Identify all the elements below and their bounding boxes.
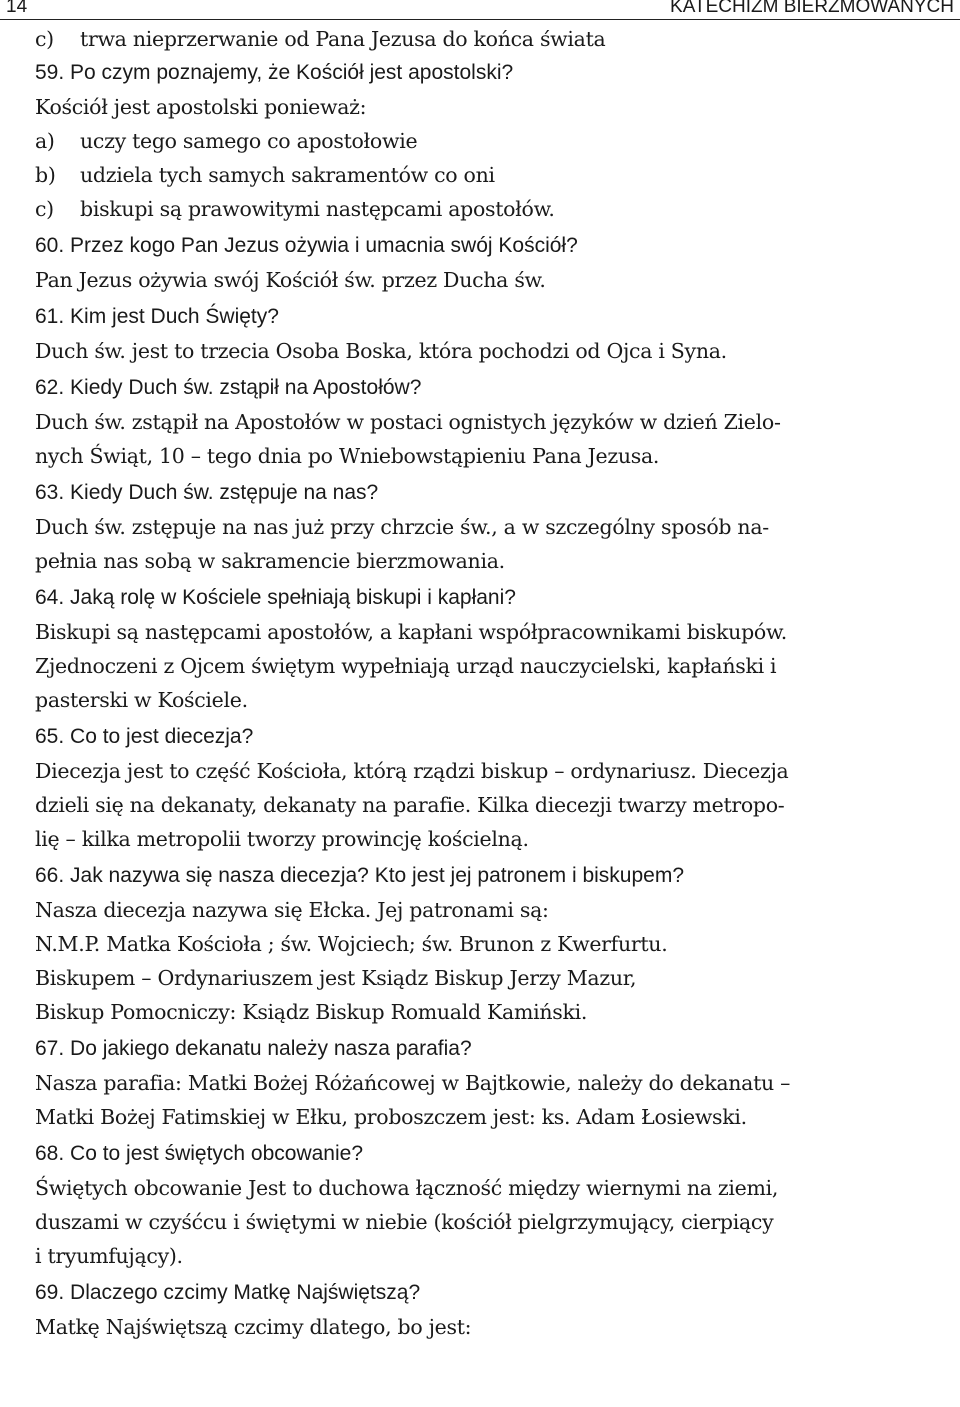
answer-69: Matkę Najświętszą czcimy dlatego, bo jest: (35, 1315, 472, 1339)
list-item (35, 22, 959, 56)
question-67: 67. Do jakiego dekanatu należy nasza parafia? (35, 1037, 472, 1060)
item-label: c) (35, 197, 54, 221)
answer-67-line-1: Nasza parafia: Matki Bożej Różańcowej w Bajtkowie, należy do dekanatu – (35, 1071, 791, 1095)
answer-59-intro: Kościół jest apostolski ponieważ: (35, 95, 367, 119)
answer-62-line-2: nych Świąt, 10 – tego dnia po Wniebowstąpieniu Pana Jezusa. (35, 444, 660, 468)
answer-66-line-2: N.M.P. Matka Kościoła ; św. Wojciech; św. Brunon z Kwerfurtu. (35, 932, 668, 956)
answer-60: Pan Jezus ożywia swój Kościół św. przez Ducha św. (35, 268, 546, 292)
answer-64-line-3: pasterski w Kościele. (35, 688, 248, 712)
answer-67-line-2: Matki Bożej Fatimskiej w Ełku, proboszczem jest: ks. Adam Łosiewski. (35, 1105, 747, 1129)
answer-64-line-2: Zjednoczeni z Ojcem świętym wypełniają urząd nauczycielski, kapłański i (35, 654, 777, 678)
answer-68-line-1: Świętych obcowanie Jest to duchowa łączność między wiernymi na ziemi, (35, 1176, 779, 1200)
question-63: 63. Kiedy Duch św. zstępuje na nas? (35, 481, 379, 504)
answer-65-line-3: lię – kilka metropolii tworzy prowincję kościelną. (35, 827, 529, 851)
question-59: 59. Po czym poznajemy, że Kościół jest apostolski? (35, 61, 514, 84)
item-text: trwa nieprzerwanie od Pana Jezusa do końca świata (80, 27, 606, 51)
item-text: udziela tych samych sakramentów co oni (80, 163, 495, 187)
list-item (35, 158, 959, 192)
question-65: 65. Co to jest diecezja? (35, 725, 254, 748)
item-text: biskupi są prawowitymi następcami apostołów. (80, 197, 555, 221)
answer-65-line-1: Diecezja jest to część Kościoła, którą rządzi biskup – ordynariusz. Diecezja (35, 759, 789, 783)
header-rule (0, 19, 960, 20)
answer-68-line-3: i tryumfujący). (35, 1244, 183, 1268)
answer-66-line-4: Biskup Pomocniczy: Ksiądz Biskup Romuald Kamiński. (35, 1000, 588, 1024)
question-68: 68. Co to jest świętych obcowanie? (35, 1142, 364, 1165)
running-title: KATECHIZM BIERZMOWANYCH (670, 0, 954, 17)
item-label: b) (35, 163, 56, 187)
answer-64-line-1: Biskupi są następcami apostołów, a kapłani współpracownikami biskupów. (35, 620, 787, 644)
answer-63-line-2: pełnia nas sobą w sakramencie bierzmowania. (35, 549, 505, 573)
list-item (35, 192, 959, 226)
page-header (0, 0, 960, 20)
item-label: c) (35, 27, 54, 51)
page-number: 14 (6, 0, 28, 17)
answer-66-line-1: Nasza diecezja nazywa się Ełcka. Jej patronami są: (35, 898, 549, 922)
answer-62-line-1: Duch św. zstąpił na Apostołów w postaci ognistych języków w dzień Zielo- (35, 410, 781, 434)
question-64: 64. Jaką rolę w Kościele spełniają biskupi i kapłani? (35, 586, 516, 609)
question-60: 60. Przez kogo Pan Jezus ożywia i umacnia swój Kościół? (35, 234, 578, 257)
item-label: a) (35, 129, 55, 153)
question-66: 66. Jak nazywa się nasza diecezja? Kto jest jej patronem i biskupem? (35, 864, 685, 887)
item-text: uczy tego samego co apostołowie (80, 129, 418, 153)
answer-65-line-2: dzieli się na dekanaty, dekanaty na parafie. Kilka diecezji twarzy metropo- (35, 793, 785, 817)
page-body (35, 22, 959, 1344)
answer-66-line-3: Biskupem – Ordynariuszem jest Ksiądz Biskup Jerzy Mazur, (35, 966, 637, 990)
answer-61: Duch św. jest to trzecia Osoba Boska, która pochodzi od Ojca i Syna. (35, 339, 727, 363)
question-69: 69. Dlaczego czcimy Matkę Najświętszą? (35, 1281, 421, 1304)
list-item (35, 124, 959, 158)
question-61: 61. Kim jest Duch Święty? (35, 305, 279, 328)
answer-63-line-1: Duch św. zstępuje na nas już przy chrzcie św., a w szczególny sposób na- (35, 515, 769, 539)
question-62: 62. Kiedy Duch św. zstąpił na Apostołów? (35, 376, 422, 399)
answer-68-line-2: duszami w czyśćcu i świętymi w niebie (kościół pielgrzymujący, cierpiący (35, 1210, 774, 1234)
